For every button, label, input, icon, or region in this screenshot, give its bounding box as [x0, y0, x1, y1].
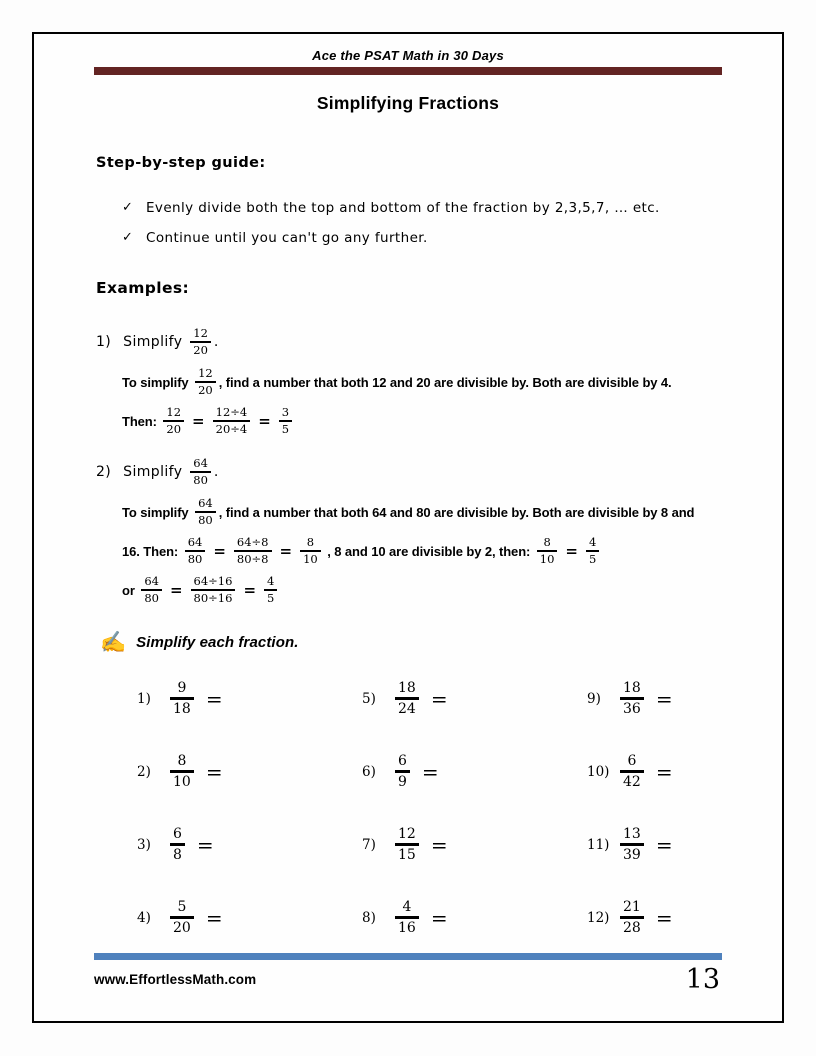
example-1 — [96, 324, 736, 438]
fraction-denominator: 20 — [198, 382, 213, 397]
fraction — [190, 457, 211, 487]
fraction — [185, 536, 206, 566]
equals-sign: = — [430, 832, 448, 857]
problem-item — [587, 680, 767, 718]
fraction-denominator: 24 — [398, 701, 416, 718]
problem-item — [137, 826, 362, 864]
fraction-bar — [620, 697, 644, 700]
fraction-numerator: 5 — [177, 898, 187, 915]
fraction-numerator: 21 — [623, 898, 641, 915]
text-run: Simplify — [123, 334, 188, 350]
fraction-denominator: 9 — [398, 774, 407, 791]
fraction — [191, 575, 236, 605]
equals-sign: = — [213, 542, 226, 560]
fraction-denominator: 8 — [173, 847, 182, 864]
equals-sign: = — [279, 542, 293, 560]
equals-sign: = — [205, 686, 223, 711]
fraction-denominator: 80÷16 — [193, 590, 233, 605]
example-line — [122, 573, 736, 607]
fraction-denominator: 20 — [173, 920, 191, 937]
problem-item — [362, 826, 587, 864]
fraction — [395, 899, 419, 937]
equals-sign: = — [421, 759, 439, 784]
problem-number: 7) — [362, 836, 376, 853]
fraction-numerator: 9 — [177, 679, 187, 696]
fraction — [213, 406, 251, 436]
fraction-denominator: 10 — [173, 774, 191, 791]
fraction-numerator: 8 — [306, 535, 315, 550]
text-run: Then: — [122, 413, 161, 429]
fraction-bar — [395, 843, 419, 846]
fraction-numerator: 6 — [173, 825, 182, 842]
fraction-bar — [395, 697, 419, 700]
text-run: . — [213, 334, 219, 350]
problem-number: 8) — [362, 909, 376, 926]
equals-sign: = — [192, 412, 205, 430]
fraction-numerator: 4 — [267, 574, 275, 589]
fraction-bar — [170, 697, 194, 700]
guide-bullet — [122, 200, 722, 216]
fraction-denominator: 20÷4 — [215, 421, 248, 436]
example-line — [122, 404, 736, 438]
fraction-denominator: 80 — [144, 590, 159, 605]
equals-sign: = — [430, 905, 448, 930]
fraction-bar — [170, 770, 194, 773]
problem-item — [362, 899, 587, 937]
equals-sign: = — [565, 542, 578, 560]
fraction-bar — [620, 770, 644, 773]
problem-item — [587, 899, 767, 937]
fraction-numerator: 18 — [623, 679, 641, 696]
fraction-numerator: 64 — [187, 535, 203, 550]
equals-sign: = — [655, 686, 673, 711]
text-run: . — [213, 464, 219, 480]
fraction-bar — [620, 916, 644, 919]
fraction-numerator: 13 — [623, 825, 641, 842]
fraction-numerator: 64 — [193, 456, 208, 471]
fraction-numerator: 6 — [398, 752, 407, 769]
text-run: , find a number that both 64 and 80 are divisible by. Both are divisible by 8 and — [218, 504, 695, 520]
equals-sign: = — [430, 686, 448, 711]
example-line — [122, 365, 736, 399]
equals-sign: = — [258, 412, 271, 430]
fraction-denominator: 15 — [398, 847, 416, 864]
text-run: , 8 and 10 are divisible by 2, then: — [323, 543, 534, 559]
bullet-text: Evenly divide both the top and bottom of the fraction by 2,3,5,7, … etc. — [146, 200, 660, 216]
fraction — [300, 536, 321, 566]
problem-grid — [96, 662, 746, 954]
fraction-bar — [620, 843, 644, 846]
fraction — [170, 680, 194, 718]
guide-bullet-list — [122, 200, 722, 260]
text-run: 2) — [96, 464, 112, 480]
problem-number: 1) — [137, 690, 151, 707]
bullet-text: Continue until you can't go any further. — [146, 230, 428, 246]
fraction-numerator: 8 — [543, 535, 551, 550]
checkmark-icon: ✓ — [122, 230, 134, 245]
fraction — [195, 497, 216, 527]
fraction — [620, 826, 644, 864]
problem-item — [137, 753, 362, 791]
fraction-denominator: 10 — [303, 551, 318, 566]
page-number: 13 — [685, 964, 720, 995]
fraction — [395, 753, 410, 791]
equals-sign: = — [169, 581, 183, 599]
fraction-numerator: 64÷8 — [236, 535, 269, 550]
book-title: Ace the PSAT Math in 30 Days — [312, 48, 504, 63]
fraction-denominator: 42 — [623, 774, 641, 791]
problem-number: 10) — [587, 763, 610, 780]
fraction-numerator: 12÷4 — [215, 405, 248, 420]
fraction-numerator: 6 — [627, 752, 637, 769]
fraction-denominator: 16 — [398, 920, 416, 937]
page-title: Simplifying Fractions — [316, 93, 500, 113]
fraction-numerator: 64 — [198, 496, 213, 511]
header-rule — [94, 67, 722, 75]
writing-hand-icon: ✍ — [100, 631, 127, 654]
text-run: To simplify — [122, 504, 193, 520]
fraction-denominator: 28 — [623, 920, 641, 937]
fraction — [195, 367, 216, 397]
problem-item — [587, 753, 767, 791]
example-line — [96, 454, 736, 490]
fraction — [395, 826, 419, 864]
problem-number: 9) — [587, 690, 601, 707]
fraction — [620, 899, 644, 937]
fraction-numerator: 12 — [193, 326, 208, 341]
equals-sign: = — [243, 581, 257, 599]
equals-sign: = — [205, 759, 223, 784]
fraction-denominator: 5 — [267, 590, 275, 605]
fraction-denominator: 80 — [187, 551, 203, 566]
examples-heading: Examples: — [96, 279, 190, 297]
fraction-denominator: 5 — [589, 551, 597, 566]
fraction-denominator: 5 — [281, 421, 290, 436]
fraction-numerator: 18 — [398, 679, 416, 696]
equals-sign: = — [655, 759, 673, 784]
text-run: 1) — [96, 334, 112, 350]
fraction-bar — [170, 916, 194, 919]
problem-number: 3) — [137, 836, 151, 853]
fraction — [620, 753, 644, 791]
fraction-denominator: 80 — [193, 472, 208, 487]
problem-item — [587, 826, 767, 864]
fraction-bar — [395, 770, 410, 773]
equals-sign: = — [655, 905, 673, 930]
text-run: or — [122, 582, 139, 598]
fraction — [537, 536, 558, 566]
fraction — [141, 575, 162, 605]
fraction-denominator: 39 — [623, 847, 641, 864]
fraction-denominator: 80 — [198, 512, 213, 527]
problem-number: 6) — [362, 763, 376, 780]
problem-number: 5) — [362, 690, 376, 707]
problem-item — [362, 753, 587, 791]
fraction — [170, 753, 194, 791]
fraction — [620, 680, 644, 718]
text-run: 16. Then: — [122, 543, 182, 559]
problem-item — [137, 899, 362, 937]
example-line — [96, 324, 736, 360]
checkmark-icon: ✓ — [122, 200, 134, 215]
equals-sign: = — [205, 905, 223, 930]
fraction-denominator: 80÷8 — [236, 551, 269, 566]
problem-number: 12) — [587, 909, 610, 926]
equals-sign: = — [655, 832, 673, 857]
fraction — [234, 536, 272, 566]
fraction-numerator: 12 — [198, 366, 213, 381]
text-run: , find a number that both 12 and 20 are divisible by. Both are divisible by 4. — [218, 374, 672, 390]
fraction-bar — [395, 916, 419, 919]
fraction — [264, 575, 277, 605]
problem-item — [137, 680, 362, 718]
example-line — [122, 534, 736, 568]
guide-bullet — [122, 230, 722, 246]
fraction-bar — [170, 843, 185, 846]
exercise-instruction-label: Simplify each fraction. — [136, 634, 299, 651]
fraction-denominator: 18 — [173, 701, 191, 718]
website-link: www.EffortlessMath.com — [94, 972, 257, 987]
guide-heading: Step-by-step guide: — [96, 155, 266, 171]
fraction — [279, 406, 292, 436]
problem-number: 2) — [137, 763, 151, 780]
fraction-numerator: 4 — [402, 898, 412, 915]
problem-number: 11) — [587, 836, 610, 853]
fraction — [163, 406, 184, 436]
exercise-instruction — [100, 632, 299, 653]
fraction-denominator: 10 — [539, 551, 555, 566]
fraction-numerator: 64 — [144, 574, 159, 589]
fraction-numerator: 4 — [589, 535, 597, 550]
text-run: Simplify — [123, 464, 188, 480]
fraction-numerator: 12 — [398, 825, 416, 842]
fraction-numerator: 12 — [166, 405, 182, 420]
fraction — [395, 680, 419, 718]
fraction — [190, 327, 211, 357]
example-line — [122, 495, 736, 529]
fraction-denominator: 20 — [166, 421, 182, 436]
footer — [94, 964, 734, 995]
fraction — [170, 826, 185, 864]
fraction-numerator: 8 — [177, 752, 187, 769]
worksheet-page — [32, 32, 784, 1023]
fraction-numerator: 3 — [281, 405, 290, 420]
fraction-denominator: 36 — [623, 701, 641, 718]
example-2 — [96, 454, 736, 607]
fraction-numerator: 64÷16 — [193, 574, 233, 589]
problem-number: 4) — [137, 909, 151, 926]
problem-item — [362, 680, 587, 718]
footer-rule — [94, 953, 722, 960]
equals-sign: = — [196, 832, 214, 857]
fraction — [586, 536, 599, 566]
fraction-denominator: 20 — [193, 342, 208, 357]
fraction — [170, 899, 194, 937]
text-run: To simplify — [122, 374, 193, 390]
